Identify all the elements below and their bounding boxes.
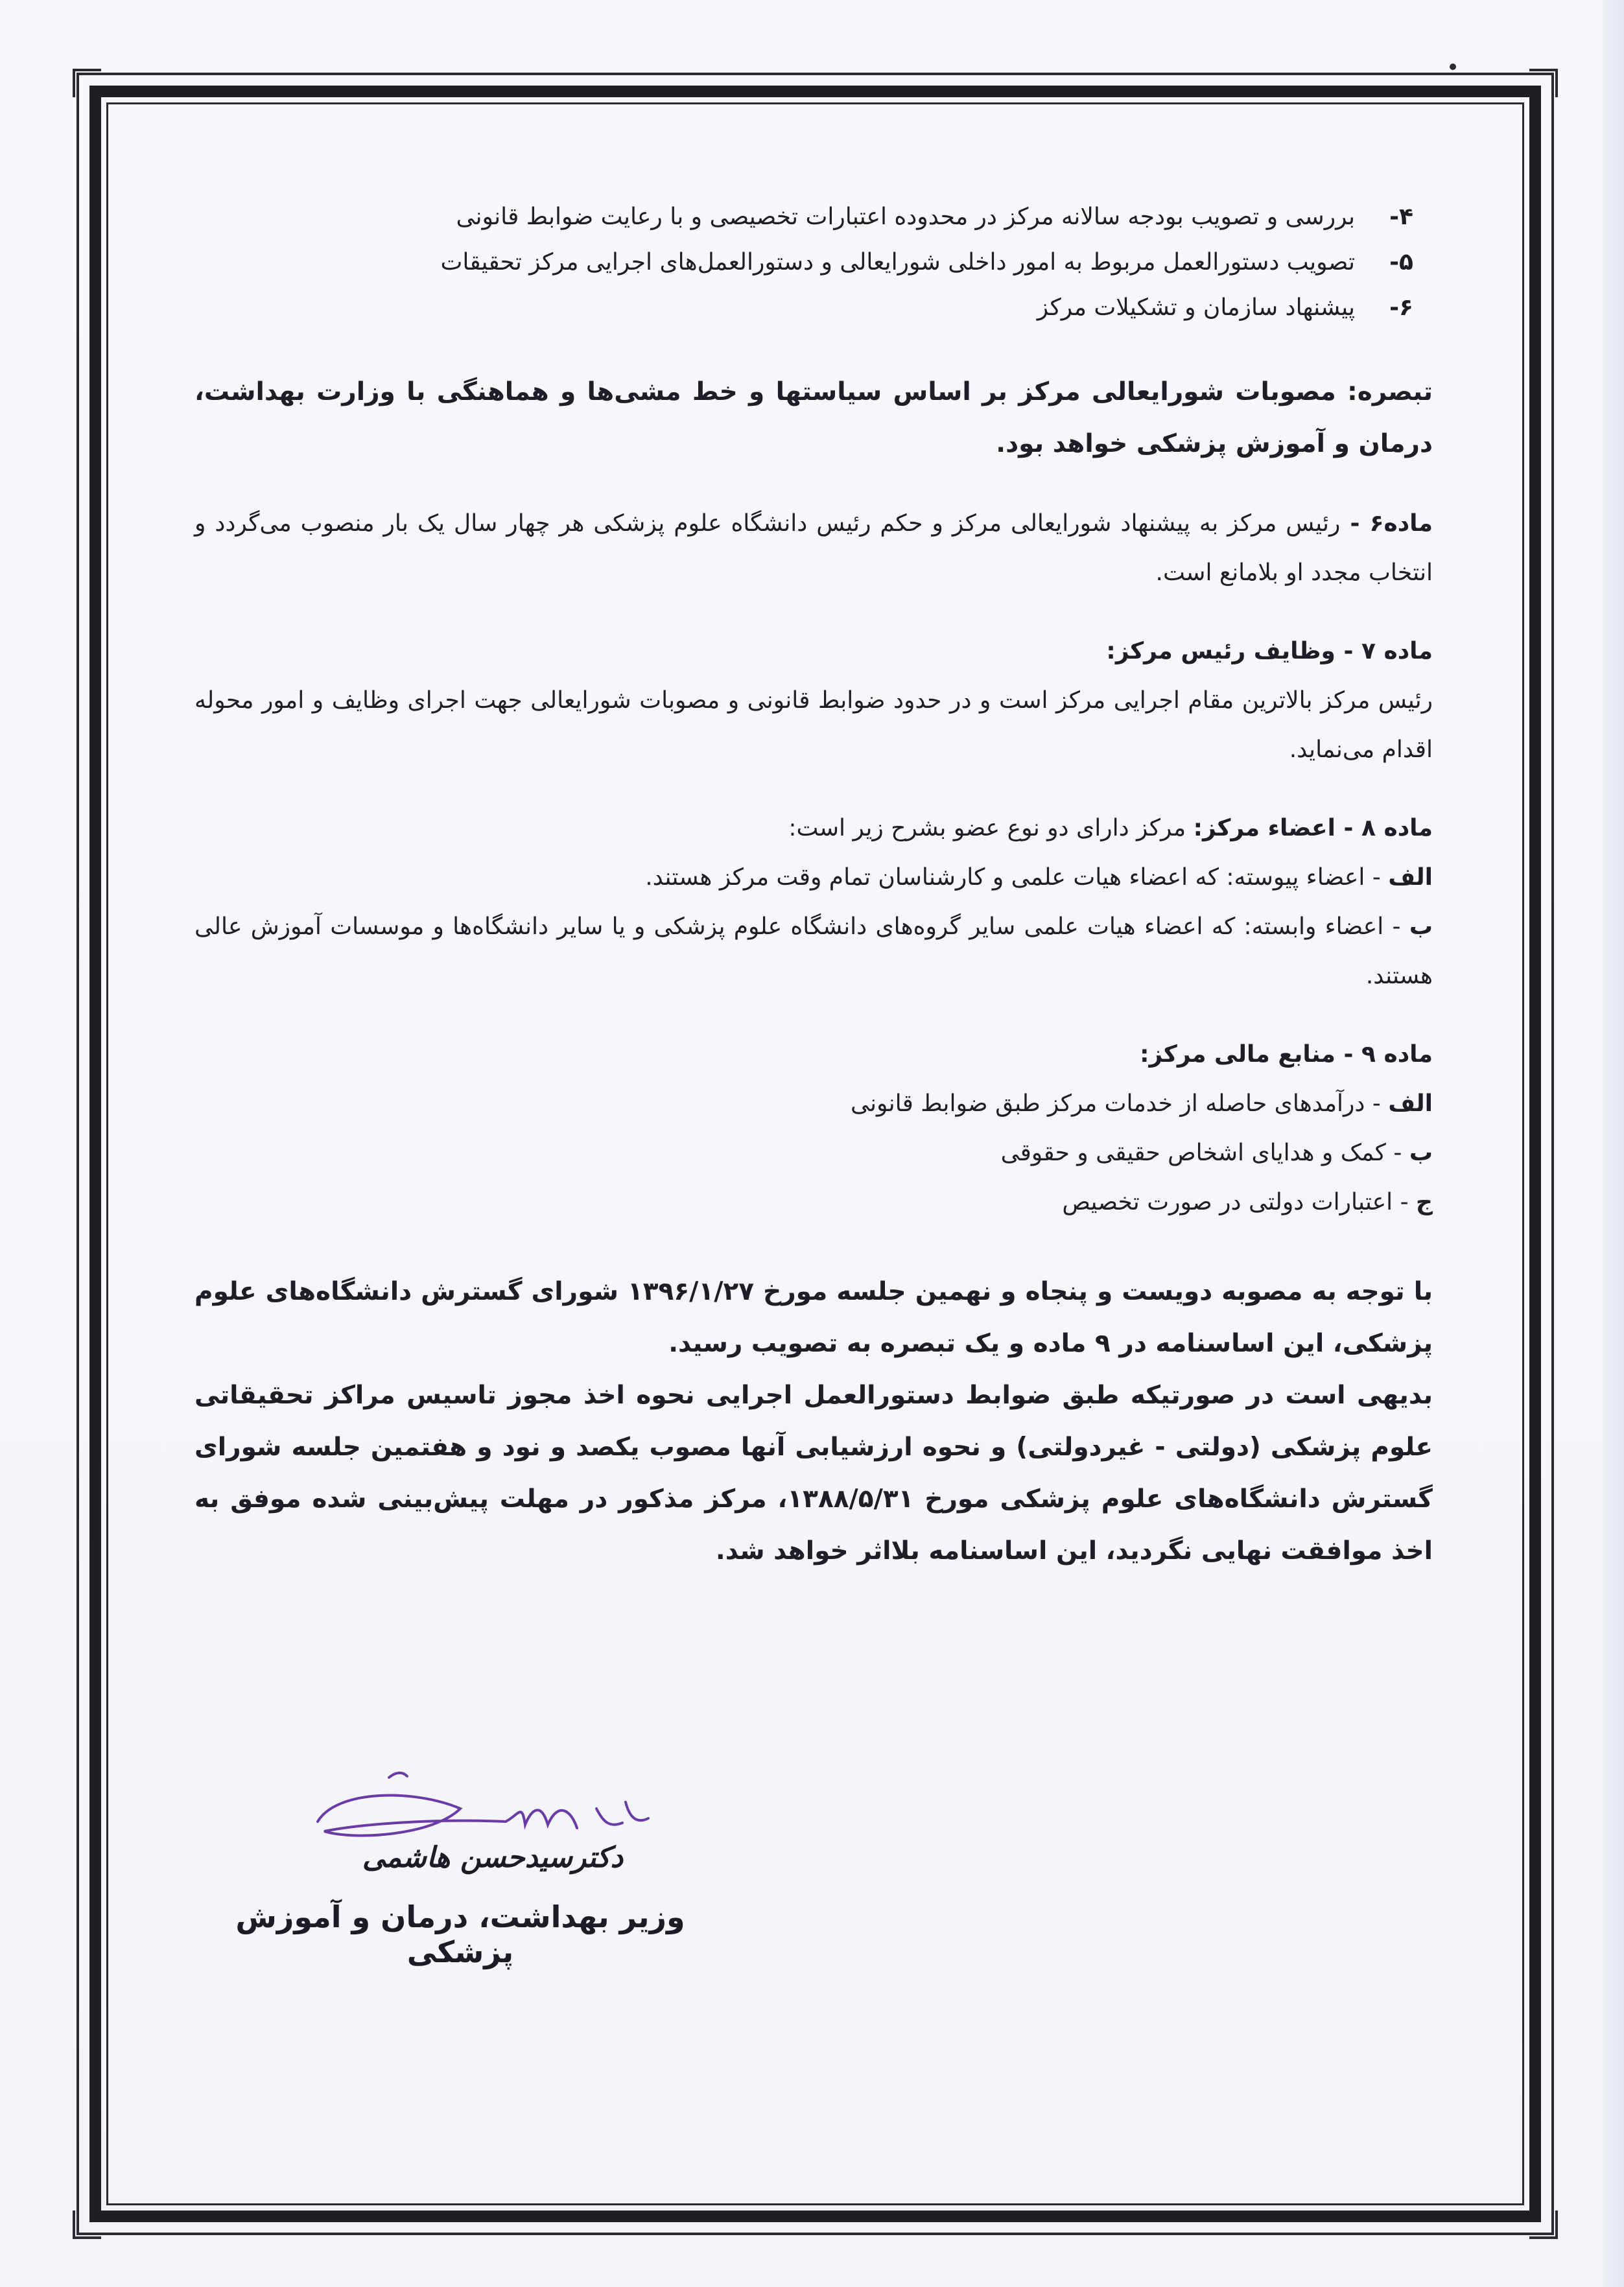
article-heading: ماده ۸ - اعضاء مرکز: — [1193, 815, 1433, 841]
list-item-label: ب — [1409, 913, 1433, 940]
list-item — [194, 285, 1433, 331]
article-7 — [194, 627, 1433, 775]
article-8 — [194, 804, 1433, 1001]
border-corner — [1529, 69, 1558, 97]
list-item-text: - اعضاء پیوسته: که اعضاء هیات علمی و کارشناسان تمام وقت مرکز هستند. — [645, 864, 1389, 891]
list-item — [194, 1079, 1433, 1129]
list-item — [194, 1129, 1433, 1178]
list-item-number: ۵- — [1389, 249, 1413, 276]
validity-condition: بدیهی است در صورتیکه طبق ضوابط دستورالعمل اجرایی نحوه اخذ مجوز تاسیس مراکز تحقیقاتی علوم پزشکی (دولتی - غیردولتی) و نحوه ارزشیابی آنها مصوب یکصد و نود و هفتمین جلسه شورای گسترش دانشگاه‌های علوم پزشکی مورخ ۱۳۸۸/۵/۳۱، مرکز مذکور در مهلت پیش‌بینی شده موفق به اخذ موافقت نهایی نگردید، این اساسنامه بلااثر خواهد شد. — [194, 1381, 1433, 1566]
border-corner — [73, 69, 101, 97]
approval-statement: با توجه به مصوبه دویست و پنجاه و نهمین جلسه مورخ ۱۳۹۶/۱/۲۷ شورای گسترش دانشگاه‌های علوم پزشکی، این اساسنامه در ۹ ماده و یک تبصره به تصویب رسید. — [194, 1277, 1433, 1358]
scan-dot — [1450, 64, 1456, 70]
article-heading: ماده۶ - — [1340, 510, 1433, 537]
list-item-text: - کمک و هدایای اشخاص حقیقی و حقوقی — [1000, 1140, 1409, 1166]
article-text: رئیس مرکز بالاترین مقام اجرایی مرکز است و در حدود ضوابط قانونی و مصوبات شورایعالی جهت اجرای وظایف و امور محوله اقدام می‌نماید. — [194, 687, 1433, 763]
border-corner — [1529, 2211, 1558, 2239]
list-item-text: تصویب دستورالعمل مربوط به امور داخلی شورایعالی و دستورالعمل‌های اجرایی مرکز تحقیقات — [440, 249, 1355, 276]
signature-block — [194, 1763, 726, 1971]
scan-edge — [1603, 0, 1624, 2287]
border-corner — [73, 2211, 101, 2239]
list-item-label: الف — [1388, 864, 1433, 891]
list-item — [194, 853, 1433, 902]
list-item-text: پیشنهاد سازمان و تشکیلات مرکز — [1037, 294, 1355, 321]
article-heading: ماده ۷ - وظایف رئیس مرکز: — [1106, 638, 1433, 664]
note-paragraph: تبصره: مصوبات شورایعالی مرکز بر اساس سیاستها و خط مشی‌ها و هماهنگی با وزارت بهداشت، درمان و آموزش پزشکی خواهد بود. — [194, 377, 1433, 458]
list-item — [194, 1178, 1433, 1227]
list-item-number: ۴- — [1389, 204, 1413, 230]
article-9 — [194, 1030, 1433, 1227]
article-intro: مرکز دارای دو نوع عضو بشرح زیر است: — [788, 815, 1194, 841]
list-item-text: - درآمدهای حاصله از خدمات مرکز طبق ضوابط قانونی — [851, 1090, 1389, 1117]
list-item — [194, 240, 1433, 285]
list-item-text: - اعتبارات دولتی در صورت تخصیص — [1062, 1189, 1417, 1215]
closing-paragraph — [194, 1266, 1433, 1577]
list-item-number: ۶- — [1389, 294, 1413, 321]
article-6 — [194, 499, 1433, 598]
list-item-label: ج — [1416, 1189, 1433, 1215]
list-item — [194, 194, 1433, 240]
list-item-text: بررسی و تصویب بودجه سالانه مرکز در محدوده اعتبارات تخصیصی و با رعایت ضوابط قانونی — [456, 204, 1355, 230]
list-item-label: ب — [1409, 1140, 1433, 1166]
document-body — [194, 194, 1433, 1577]
article-text: رئیس مرکز به پیشنهاد شورایعالی مرکز و حکم رئیس دانشگاه علوم پزشکی هر چهار سال یک بار منصوب می‌گردد و انتخاب مجدد او بلامانع است. — [194, 510, 1433, 586]
numbered-list — [194, 194, 1433, 331]
list-item — [194, 902, 1433, 1001]
signer-title: وزیر بهداشت، درمان و آموزش پزشکی — [235, 1899, 685, 1969]
list-item-label: الف — [1388, 1090, 1433, 1117]
signer-name: دکترسیدحسن هاشمی — [362, 1841, 624, 1874]
list-item-text: - اعضاء وابسته: که اعضاء هیات علمی سایر گروه‌های دانشگاه علوم پزشکی و یا سایر دانشگاه‌ها و موسسات آموزش عالی هستند. — [194, 913, 1433, 989]
article-heading: ماده ۹ - منابع مالی مرکز: — [1140, 1041, 1433, 1068]
